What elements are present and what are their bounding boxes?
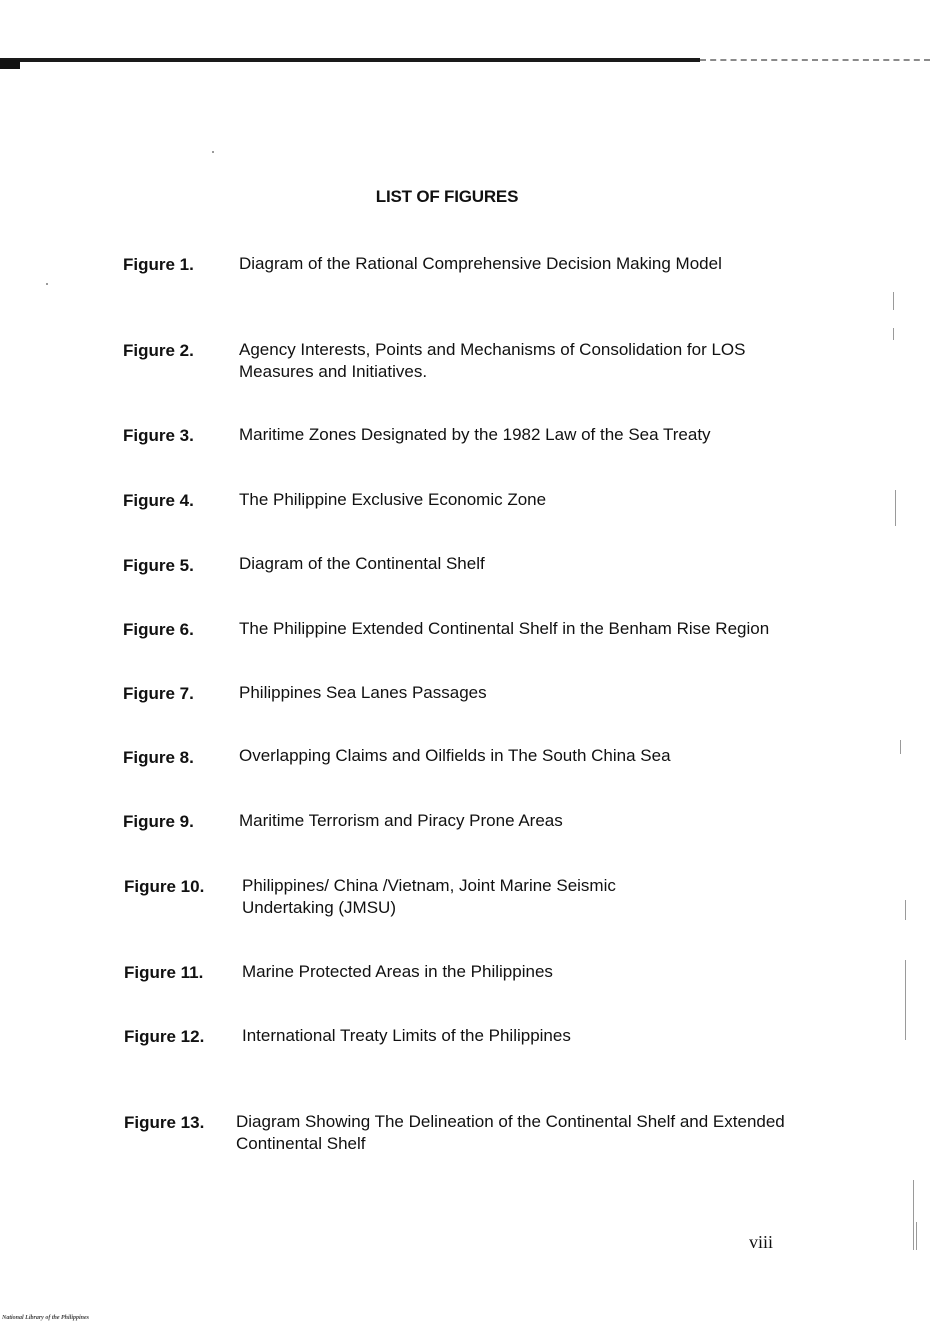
figure-5-label: Figure 5.: [123, 556, 194, 575]
page-number: viii: [749, 1232, 774, 1252]
figure-7-caption: Philippines Sea Lanes Passages: [239, 683, 487, 702]
figure-6-label: Figure 6.: [123, 620, 194, 639]
figure-10-label: Figure 10.: [124, 877, 205, 896]
top-rule: [0, 58, 700, 62]
scan-speck: [46, 283, 48, 285]
figure-2-caption: Agency Interests, Points and Mechanisms of Consolidation for LOS Measures and Initiatives.: [239, 340, 746, 381]
top-rule-fade: [700, 59, 930, 61]
scan-speck: [893, 328, 894, 340]
figure-10-caption: Philippines/ China /Vietnam, Joint Marine Seismic Undertaking (JMSU): [242, 876, 616, 917]
figure-4-label: Figure 4.: [123, 491, 194, 510]
figure-13-caption: Diagram Showing The Delineation of the Continental Shelf and Extended Continental Shelf: [236, 1112, 785, 1153]
scan-speck: [893, 292, 894, 310]
figure-8-caption: Overlapping Claims and Oilfields in The South China Sea: [239, 746, 671, 765]
figure-9-caption: Maritime Terrorism and Piracy Prone Areas: [239, 811, 563, 830]
figure-3-caption: Maritime Zones Designated by the 1982 Law of the Sea Treaty: [239, 425, 711, 444]
figure-6-caption: The Philippine Extended Continental Shelf in the Benham Rise Region: [239, 619, 770, 638]
footer-note: National Library of the Philippines: [2, 1315, 90, 1321]
figure-4-caption: The Philippine Exclusive Economic Zone: [239, 490, 547, 509]
figure-1-label: Figure 1.: [123, 255, 194, 274]
figure-7-label: Figure 7.: [123, 684, 194, 703]
figure-11-caption: Marine Protected Areas in the Philippines: [242, 962, 553, 981]
scan-speck: [895, 490, 896, 526]
figure-9-label: Figure 9.: [123, 812, 194, 831]
figure-12-label: Figure 12.: [124, 1027, 205, 1046]
scan-speck: [916, 1222, 917, 1250]
scan-speck: [212, 151, 214, 153]
scan-speck: [905, 900, 906, 920]
figure-1-caption: Diagram of the Rational Comprehensive Decision Making Model: [239, 254, 722, 273]
figure-11-label: Figure 11.: [124, 963, 204, 982]
scan-speck: [900, 740, 901, 754]
figure-3-label: Figure 3.: [123, 426, 194, 445]
page-title: LIST OF FIGURES: [375, 187, 519, 206]
figure-12-caption: International Treaty Limits of the Philippines: [242, 1026, 571, 1045]
figure-13-label: Figure 13.: [124, 1113, 205, 1132]
scan-speck: [913, 1180, 914, 1250]
figure-5-caption: Diagram of the Continental Shelf: [239, 554, 485, 573]
scan-speck: [905, 960, 906, 1040]
figure-8-label: Figure 8.: [123, 748, 194, 767]
figure-2-label: Figure 2.: [123, 341, 194, 360]
scan-corner-mark: [0, 60, 20, 69]
